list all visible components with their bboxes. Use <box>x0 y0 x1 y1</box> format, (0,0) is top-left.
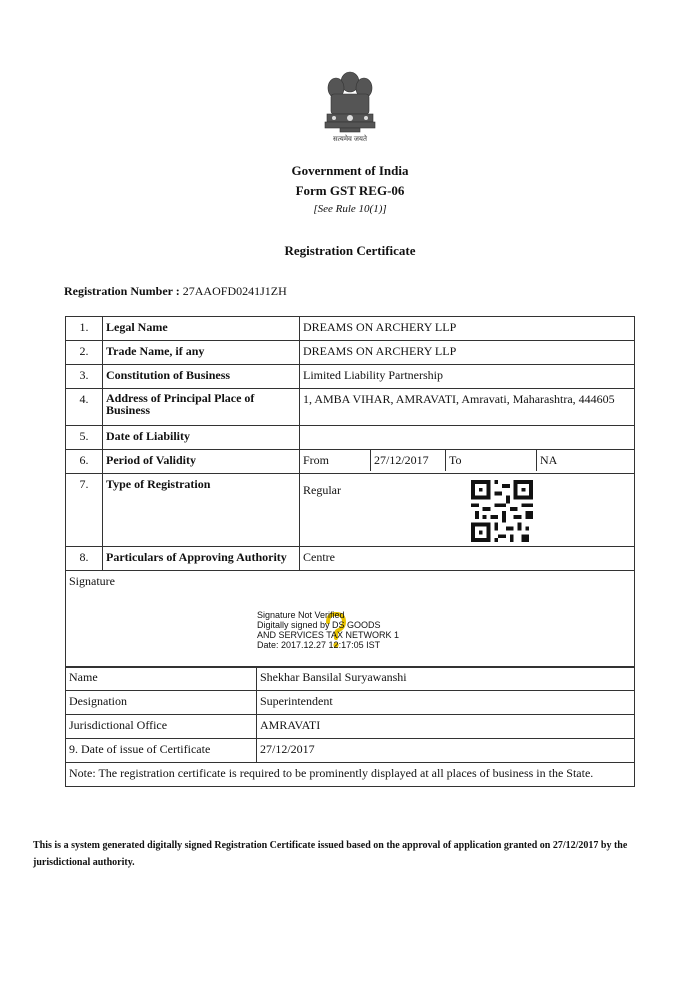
rule-reference: [See Rule 10(1)] <box>313 203 387 215</box>
row-label: Type of Registration <box>103 474 300 547</box>
table-row <box>66 365 635 389</box>
row-value: 1, AMBA VIHAR, AMRAVATI, Amravati, Maharashtra, 444605 <box>300 389 635 426</box>
validity-table <box>300 450 634 471</box>
row-label: Trade Name, if any <box>103 341 300 365</box>
form-heading: Form GST REG-06 <box>295 183 405 198</box>
table-row <box>66 715 635 739</box>
registration-number <box>64 284 287 299</box>
table-row <box>66 739 635 763</box>
row-number: 2. <box>66 341 103 365</box>
table-row <box>66 691 635 715</box>
row-label: Date of Liability <box>103 426 300 450</box>
detail-value: Shekhar Bansilal Suryawanshi <box>257 667 635 691</box>
table-row <box>66 547 635 571</box>
row-number: 4. <box>66 389 103 426</box>
validity-to-label: To <box>446 450 537 471</box>
row-label: Constitution of Business <box>103 365 300 389</box>
government-heading: Government of India <box>291 163 409 178</box>
detail-value: AMRAVATI <box>257 715 635 739</box>
signature-date: Date: 2017.12.27 12:17:05 IST <box>257 640 381 650</box>
table-row <box>66 389 635 426</box>
row-number: 5. <box>66 426 103 450</box>
table-row <box>66 317 635 341</box>
row-value: DREAMS ON ARCHERY LLP <box>300 341 635 365</box>
qr-code-icon <box>470 480 534 542</box>
row-value: Regular <box>303 483 341 497</box>
detail-label: Name <box>66 667 257 691</box>
validity-to-value: NA <box>540 453 558 467</box>
detail-label: Designation <box>66 691 257 715</box>
row-label: Period of Validity <box>103 450 300 474</box>
detail-value: Superintendent <box>257 691 635 715</box>
table-row <box>66 426 635 450</box>
row-value: Limited Liability Partnership <box>300 365 635 389</box>
row-number: 7. <box>66 474 103 547</box>
validity-from-label: From <box>300 450 371 471</box>
row-number: 1. <box>66 317 103 341</box>
signature-signer-line2: AND SERVICES TAX NETWORK 1 <box>257 630 400 640</box>
row-value: DREAMS ON ARCHERY LLP <box>300 317 635 341</box>
signature-status: Signature Not Verified <box>257 610 345 620</box>
note-text: Note: The registration certificate is required to be prominently displayed at all places of business in the State. <box>66 763 635 787</box>
table-row <box>66 667 635 691</box>
row-label: Legal Name <box>103 317 300 341</box>
table-row <box>66 474 635 547</box>
registration-number-value: 27AAOFD0241J1ZH <box>182 284 287 298</box>
row-value <box>300 426 635 450</box>
validity-cell <box>300 450 635 474</box>
table-row <box>66 450 635 474</box>
row-value: Centre <box>300 547 635 571</box>
detail-label: 9. Date of issue of Certificate <box>66 739 257 763</box>
signature-label: Signature <box>66 571 635 668</box>
digital-signature-block <box>257 610 399 650</box>
row-label: Particulars of Approving Authority <box>103 547 300 571</box>
row-number: 8. <box>66 547 103 571</box>
registration-type-cell <box>300 474 635 547</box>
row-number: 3. <box>66 365 103 389</box>
signature-signer-line1: Digitally signed by DS GOODS <box>257 620 381 630</box>
row-number: 6. <box>66 450 103 474</box>
approver-details-table <box>65 666 635 787</box>
footer-statement: This is a system generated digitally signed Registration Certificate issued based on the approval of application granted on 27/12/2017 by the jurisdictional authority. <box>33 840 628 868</box>
row-label: Address of Principal Place of Business <box>103 389 300 426</box>
certificate-title: Registration Certificate <box>284 243 416 258</box>
detail-label: Jurisdictional Office <box>66 715 257 739</box>
validity-from-value: 27/12/2017 <box>371 450 446 471</box>
detail-value: 27/12/2017 <box>257 739 635 763</box>
emblem-motto: सत्यमेव जयते <box>333 135 367 143</box>
registration-number-label: Registration Number : <box>64 284 180 298</box>
table-row <box>66 763 635 787</box>
table-row <box>66 341 635 365</box>
